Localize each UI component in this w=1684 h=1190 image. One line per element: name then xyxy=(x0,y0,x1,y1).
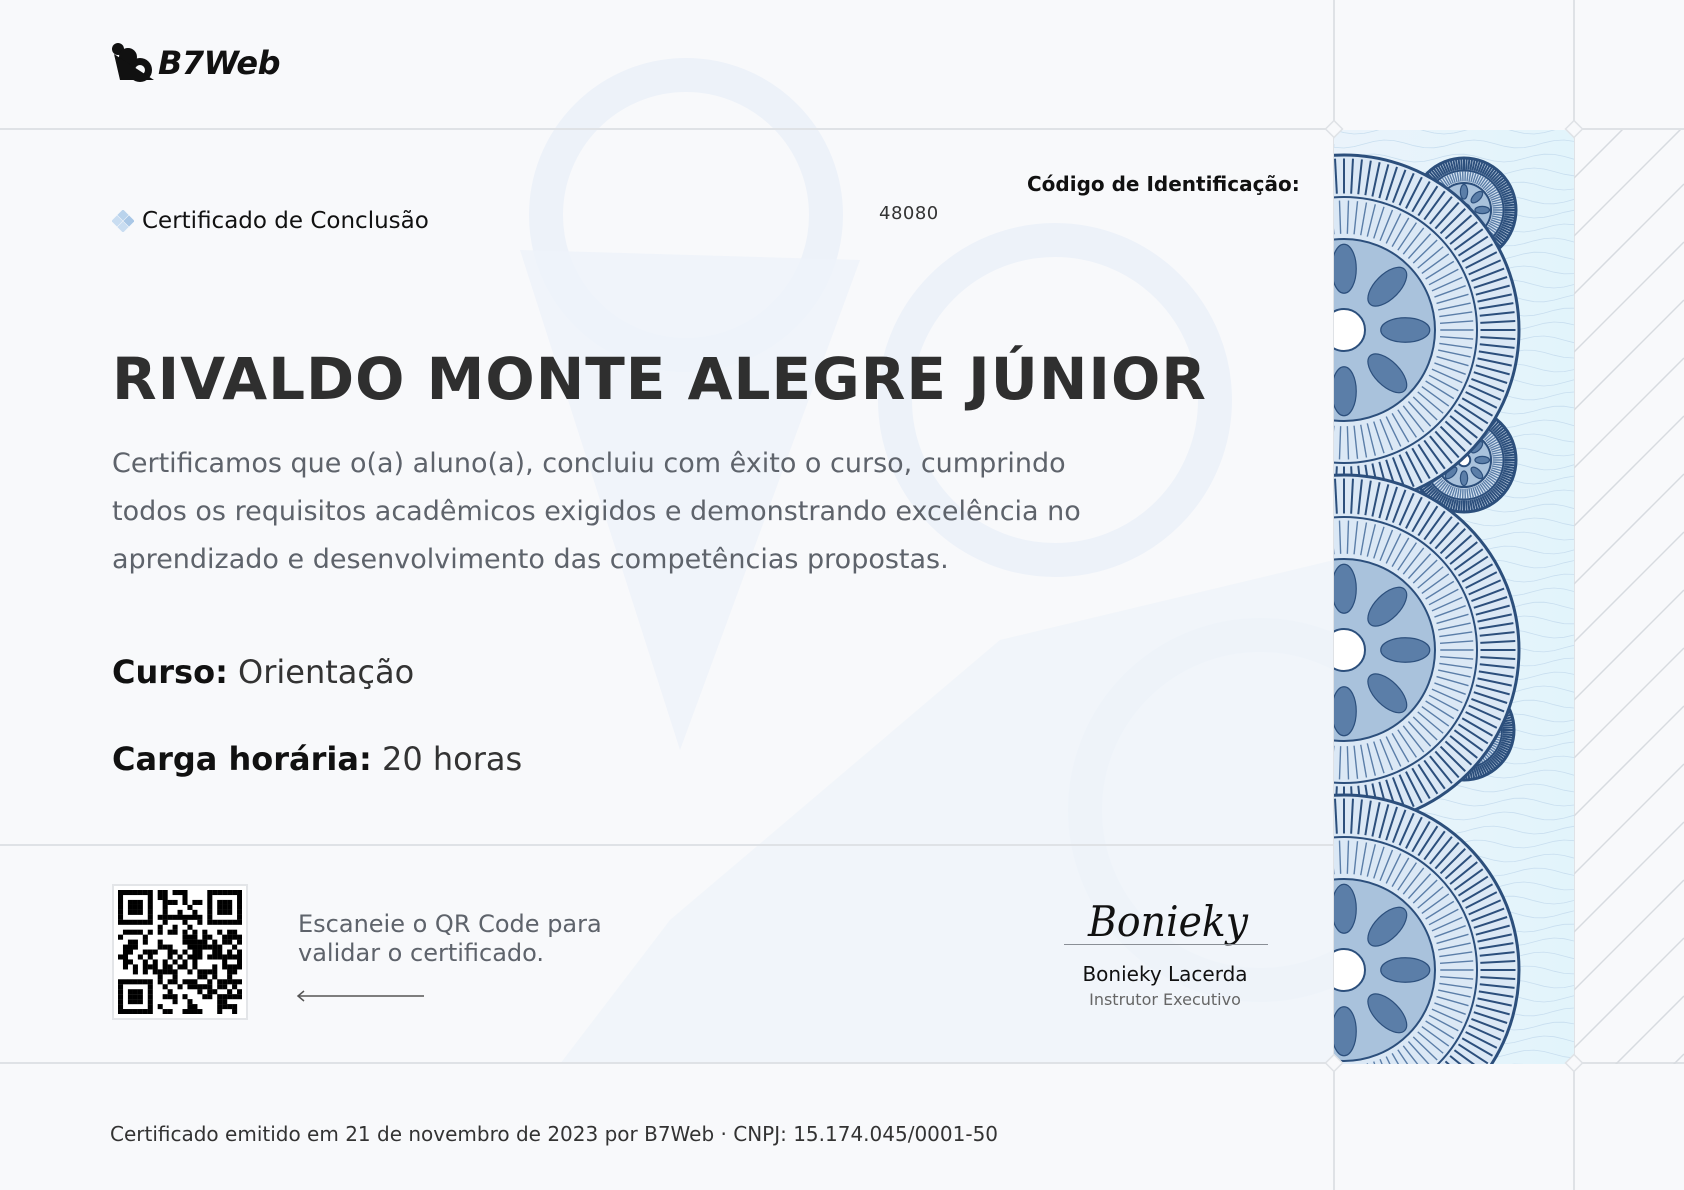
hours-value: 20 horas xyxy=(381,740,523,778)
signer-name: Bonieky Lacerda xyxy=(1082,962,1248,986)
issue-statement: Certificado emitido em 21 de novembro de 2023 por B7Web · CNPJ: 15.174.045/0001-50 xyxy=(110,1122,999,1146)
certificate-type xyxy=(112,208,429,234)
qr-instructions-line1: Escaneie o QR Code para xyxy=(298,910,602,938)
certificate-description: Certificamos que o(a) aluno(a), concluiu com êxito o curso, cumprindo todos os requisitos acadêmicos exigidos e demonstrando excelência no aprendizado e desenvolvimento das competências propostas. xyxy=(112,448,1081,575)
course-info xyxy=(112,653,414,691)
qr-code[interactable] xyxy=(112,884,248,1020)
hours-info xyxy=(112,740,522,778)
handwritten-signature xyxy=(1080,888,1260,958)
corner-diamond-icon xyxy=(1563,1052,1585,1074)
corner-diamond-icon xyxy=(1323,118,1345,140)
signer-role: Instrutor Executivo xyxy=(1089,990,1241,1009)
body-divider xyxy=(0,844,1334,846)
mandala-ornament xyxy=(1334,130,1574,1064)
qr-instructions-line2: validar o certificado. xyxy=(298,939,545,967)
identification-code-value: 48080 xyxy=(879,203,939,224)
qr-code-icon xyxy=(118,890,242,1014)
hours-label: Carga horária: xyxy=(112,740,372,778)
student-name: RIVALDO MONTE ALEGRE JÚNIOR xyxy=(112,345,1207,413)
arrow-left-icon xyxy=(296,990,426,1002)
course-label: Curso: xyxy=(112,653,228,691)
b7web-logo xyxy=(110,40,280,86)
corner-diamond-icon xyxy=(1563,118,1585,140)
certificate-type-label: Certificado de Conclusão xyxy=(142,208,429,234)
diamond-icon xyxy=(112,210,134,232)
b7web-logo-icon xyxy=(110,40,156,86)
signature-script: Bonieky xyxy=(1087,897,1250,946)
footer-divider xyxy=(0,1062,1334,1064)
course-value: Orientação xyxy=(238,653,415,691)
qr-instructions xyxy=(298,910,602,968)
header-divider xyxy=(0,128,1334,130)
logo-wordmark: B7Web xyxy=(158,44,281,82)
corner-diamond-icon xyxy=(1323,1052,1345,1074)
signature-line xyxy=(1064,944,1268,945)
diagonal-hatch xyxy=(1574,130,1684,1064)
identification-code-label: Código de Identificação: xyxy=(1027,172,1300,196)
